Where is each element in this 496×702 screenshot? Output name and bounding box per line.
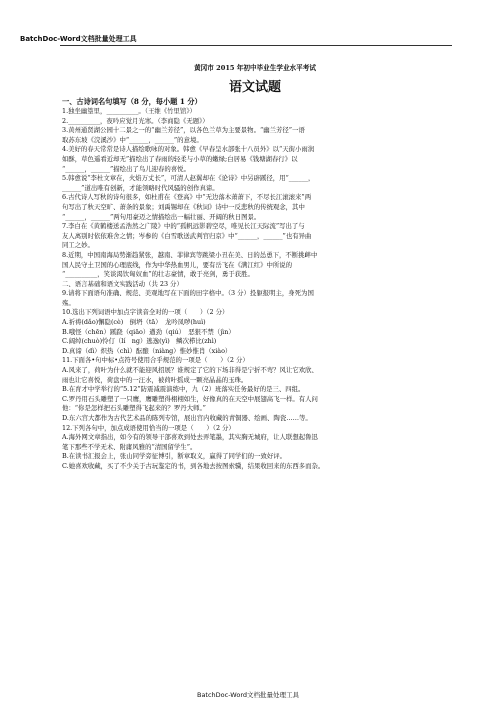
text-line: “______，______”两句用豪迈之情描绘出一幅壮丽、开阔的秋日图景。	[62, 212, 261, 221]
text-line: 10.选出下列词语中加点字读音全对的一项（ ）（2 分）	[62, 308, 229, 317]
text-line: 笔下那些不学无术、附庸风雅的“清国留学生”。	[62, 442, 197, 451]
text-line: C.阔绰(chuò)怜仃（lí ng）逃逸(yì) 鳞次栉比(zhì)	[62, 337, 217, 346]
text-line: 5.韩愈说“李杜文章在，火焰万丈长”，可清人赵翼却在《论诗》中另辟蹊径，用“______，	[62, 174, 315, 183]
exam-title: 黄冈市 2015 年初中毕业生学业水平考试	[194, 64, 316, 72]
text-line: 雨也让它喜悦，荷盘中的一汪水，被荷叶摇成一颗亮晶晶的玉珠。	[62, 375, 248, 384]
text-line: A.海外网文章指出，如今有的领导干部喜欢到处去弄笔墨，其实胸无城府，让人联想起鲁迅	[62, 433, 318, 442]
question-block-1	[62, 107, 448, 280]
text-line: 1.独坐幽篁里，__________。（王维《竹里馆》）	[62, 107, 196, 115]
text-line: 如酥，草色遥看近却无”描绘出了春雨的轻柔与小草的嫩绿;白居易《钱塘湖春行》以	[62, 154, 298, 163]
text-line: 友人离别时依依难舍之情；岑参的《白雪歌送武判官归京》中“______，______”也有异曲	[62, 231, 312, 240]
text-line: C.她喜欢收藏，买了不少关于古玩鉴定的书，到各地去按图索骥，结果收回来的东西多而杂。	[62, 461, 325, 470]
text-line: B.在读书汇报会上，张山同学旁征博引，断章取义，赢得了同学们的一致好评。	[62, 452, 287, 461]
text-line: 12.下列各句中，加点成语使用恰当的一项是（ ）（2 分）	[62, 423, 235, 432]
exam-subtitle: 语文试题	[228, 80, 281, 95]
text-line: 国人民守土卫国的心理底线，作为中华热血男儿，要有岳飞在《满江红》中所说的	[62, 260, 293, 269]
header-bar	[0, 0, 496, 44]
text-line: 11.下面各•句中标•点符号使用合乎规范的一项是（ ）（2 分）	[62, 356, 249, 365]
text-line: A.祈祷(dǎo)懈隐(cè) 倒坍（tā） 龙吟凤哕(huì)	[62, 318, 206, 327]
text-line: B.哦怪（chēn）蹊跷（qiāo）遒劲（qiú） 恶狠不禁（jìn）	[62, 327, 235, 336]
text-line: “__________，笑谈渴饮匈奴血”的壮志豪情，敢于亮剑，勇于获胜。	[62, 270, 254, 279]
header-divider	[60, 45, 452, 46]
text-line: 他：“你是怎样把石头雕塑得飞起来的？罗丹大师。”	[62, 404, 206, 413]
text-line: 8.近期，中国南海局势渐趋紧张，越南、菲律宾等跳梁小丑在美、日的怂恿下，不断挑衅中	[62, 250, 318, 259]
text-line: 2.__________，夜吟应觉月光寒。（李商隐《无题》）	[62, 116, 209, 125]
text-line: B.在育才中学举行的“5.12”防震减震演练中，九（2）班落实任务最好的是三、四组。	[62, 385, 305, 394]
text-line: 7.李白在《黄鹤楼送孟浩然之广陵》中的“孤帆远影碧空尽，唯见长江天际流”写出了与	[62, 222, 305, 231]
text-line: 取苏东坡《浣溪沙》中“______，______”的意境。	[62, 135, 203, 144]
footer-brand: BatchDoc-Word文档批量处理工具	[196, 691, 300, 699]
question-block-2	[62, 289, 448, 471]
section-heading-1: 一、古诗词名句填写（8 分，每小题 1 分）	[62, 97, 202, 106]
text-line: “______，______”描绘出了鸟儿迎春的喜悦。	[62, 164, 190, 173]
text-line: ______”道出唯有创新，才能领略时代风骚的创作真谛。	[62, 183, 219, 192]
text-line: 3.黄州通贤湖公园十二景之一的“幽兰芳径”，以各色兰草为主要景物。“幽兰芳径”一语	[62, 126, 305, 135]
text-line: 句写出了秋天空旷、萧条的景象；刘禹锡却在《秋词》诗中一反悲秋的传统观念，其中	[62, 202, 305, 211]
header-brand: BatchDoc-Word文档批量处理工具	[20, 35, 137, 43]
text-line: 同工之妙。	[62, 241, 94, 250]
text-line: D.真谛（dì）炽热（chì）酝酿（niàng）惟妙惟肖（xiào）	[62, 346, 232, 355]
document-page	[62, 56, 448, 472]
text-line: 6.古代诗人写秋的诗句很多，如杜甫在《登高》中“无边落木萧萧下，不尽长江滚滚来”两	[62, 193, 312, 202]
text-line: 殇。	[62, 298, 75, 307]
text-line: A.风来了，荷叶为什么就不能迎风招展？谁规定了它的下场非得是宁折不弯？风让它欢欣、	[62, 366, 318, 375]
text-line: D.东六宫大都作为古代艺术品的陈列专馆，展出宫内收藏的青铜器、绘画、陶瓷……等。	[62, 414, 312, 422]
text-line: C.罗丹用石头雕塑了一只鹰，鹰雕塑得栩栩如生，好像真的在天空中展翅高飞一样。有人问	[62, 394, 318, 403]
section-heading-2: 二、语言基础和语文实践活动（共 23 分）	[62, 279, 183, 288]
text-line: 4.美好的春天常常是诗人描绘歌咏的对象。韩愈《早春呈水部张十八员外》以“天街小雨润	[62, 145, 315, 154]
text-line: 9.请将下面语句准确、规范、美观地写在下面的田字格中。（3 分）投躯报明主，身死为国	[62, 289, 314, 298]
